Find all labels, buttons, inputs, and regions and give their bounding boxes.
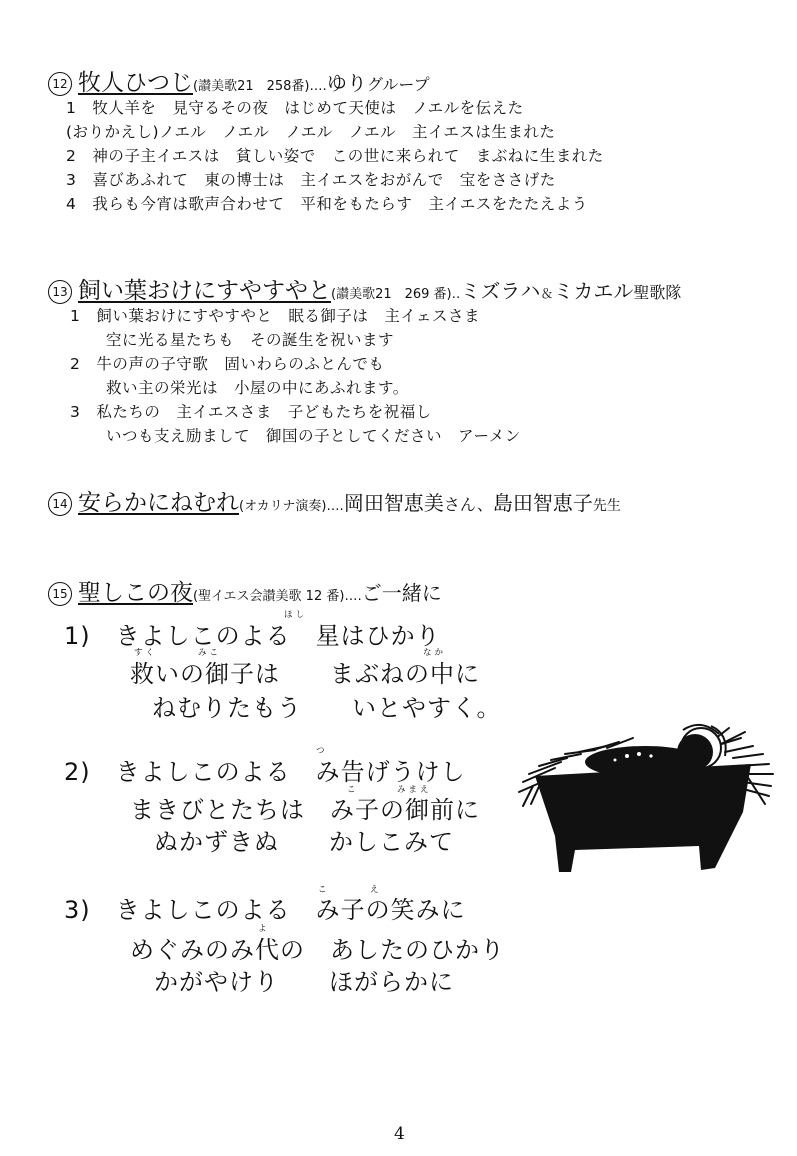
lyric-line: 2 神の子主イエスは 貧しい姿で この世に来られて まぶねに生まれた [66,147,604,165]
performer-honorific: さん、 [443,495,493,514]
section-15-heading [48,574,442,607]
furigana: よ [258,924,270,934]
verse-1-line-2: 救いの御子は まぶねの中に [130,660,480,688]
furigana: つ [316,746,328,756]
furigana: ほし [284,610,308,620]
performer: ゆり [326,71,367,95]
manger-illustration [515,716,777,876]
performer-2: ミカエル [553,279,634,303]
section-number: 12 [48,72,72,96]
section-number: 14 [48,492,72,516]
furigana: こ [318,885,330,895]
leader-dots: ‥ [451,287,461,302]
furigana: え [370,885,382,895]
song-title: 飼い葉おけにすやすやと [78,278,331,304]
performer-2: 島田智恵子 [492,491,593,515]
section-14-heading [48,484,621,517]
furigana: こ [347,785,359,795]
ampersand: ＆ [540,287,554,302]
verse-3-line-3: かがやけり ほがらかに [154,968,454,996]
section-13-heading [48,272,681,305]
verse-2-line-1: 2) きよしこのよる み告げうけし [64,758,466,786]
song-title: 安らかにねむれ [78,490,239,516]
song-title: 牧人ひつじ [78,70,193,96]
performer: ご一緒に [361,581,442,605]
verse-1-line-1: 1) きよしこのよる 星はひかり [64,622,441,650]
performer: ミズラハ [460,279,541,303]
verse-3-line-1: 3) きよしこのよる み子の笑みに [64,896,466,924]
song-source: (聖イエス会讃美歌 12 番) [193,589,345,604]
song-source: (讃美歌21 269 番) [331,287,452,302]
furigana: なか [423,648,447,658]
performer-title: 先生 [592,498,621,514]
performer: 岡田智恵美 [343,491,444,515]
lyric-line: 2 牛の声の子守歌 固いわらのふとんでも [70,355,385,373]
leader-dots: ‥‥ [344,589,362,604]
lyric-line: 4 我らも今宵は歌声合わせて 平和をもたらす 主イエスをたたえよう [66,195,588,213]
song-source: (オカリナ演奏) [239,499,327,514]
lyric-line: 3 私たちの 主イエスさま 子どもたちを祝福し [70,403,432,421]
furigana: みまえ [397,785,432,795]
page-number: 4 [394,1124,405,1144]
lyric-line: 3 喜びあふれて 東の博士は 主イエスをおがんで 宝をささげた [66,171,556,189]
lyric-line: いつも支え励まして 御国の子としてください アーメン [106,427,521,445]
verse-3-line-2: めぐみのみ代の あしたのひかり [130,936,505,964]
leader-dots: ‥‥ [309,79,327,94]
song-source: (讃美歌21 258番) [193,79,310,94]
section-number: 13 [48,280,72,304]
section-number: 15 [48,582,72,606]
verse-2-line-2: まきびとたちは み子の御前に [130,796,480,824]
verse-1-line-3: ねむりたもう いとやすく。 [152,694,502,722]
leader-dots: ‥‥ [326,499,344,514]
lyric-line: 救い主の栄光は 小屋の中にあふれます。 [106,379,409,397]
lyric-line: 1 牧人羊を 見守るその夜 はじめて天使は ノエルを伝えた [66,99,524,117]
furigana: みこ [198,648,222,658]
lyric-line: (おりかえし)ノエル ノエル ノエル ノエル 主イエスは生まれた [66,123,556,141]
lyric-line: 1 飼い葉おけにすやすやと 眠る御子は 主イェスさま [70,307,480,325]
performer-group: 聖歌隊 [633,283,682,302]
performer-group: グループ [366,75,430,94]
lyric-line: 空に光る星たちも その誕生を祝います [106,331,395,349]
verse-2-line-3: ぬかずきぬ かしこみて [154,828,454,856]
song-title: 聖しこの夜 [78,580,193,606]
section-12-heading [48,64,430,97]
furigana: すく [134,648,158,658]
